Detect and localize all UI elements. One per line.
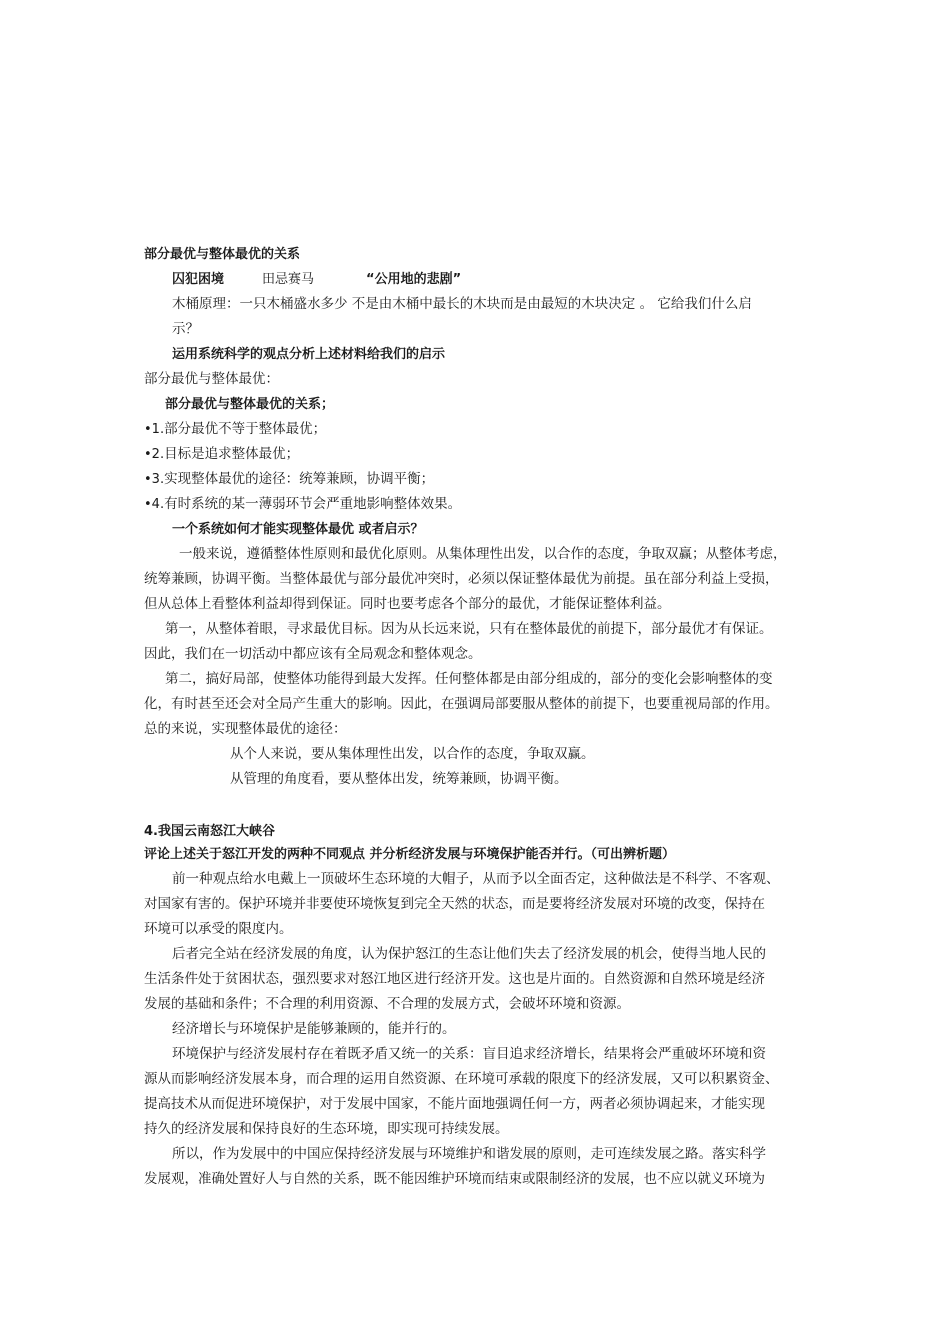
paragraph-line: 一般来说，遵循整体性原则和最优化原则。从集体理性出发，以合作的态度，争取双赢；从整体考虑， [179,546,787,562]
examples-line [172,271,461,288]
barrel-principle-line-2: 示？ [172,321,199,337]
point-item: •3.实现整体最优的途径：统筹兼顾，协调平衡； [144,471,435,487]
answer-heading: 部分最优与整体最优： [144,371,279,387]
question-2: 一个系统如何才能实现整体最优 或者启示？ [172,522,424,537]
paragraph-line: 后者完全站在经济发展的角度，认为保护怒江的生态让他们失去了经济发展的机会，使得当地人民的 [172,946,766,962]
relation-heading: 部分最优与整体最优的关系； [165,397,335,412]
paragraph-line: 发展观，准确处置好人与自然的关系，既不能因维护环境而结束或限制经济的发展，也不应以就义环境为 [144,1171,765,1187]
paragraph-line: 经济增长与环境保护是能够兼顾的，能并行的。 [172,1021,456,1037]
paragraph-line: 统筹兼顾，协调平衡。当整体最优与部分最优冲突时，必须以保证整体最优为前提。虽在部分利益上受损， [144,571,779,587]
paragraph-line: 总的来说，实现整体最优的途径： [144,721,347,737]
paragraph-line: 源从而影响经济发展本身，而合理的运用自然资源、在环境可承载的限度下的经济发展，又可以积累资金、 [144,1071,779,1087]
paragraph-line: 因此，我们在一切活动中都应该有全局观念和整体观念。 [144,646,482,662]
example-tragedy-of-commons: “公用地的悲剧” [366,272,462,287]
paragraph-line: 对国家有害的。保护环境并非要使环境恢复到完全天然的状态，而是要将经济发展对环境的改变，保持在 [144,896,765,912]
section-2-title: 4.我国云南怒江大峡谷 [144,824,275,839]
paragraph-line: 所以，作为发展中的中国应保持经济发展与环境维护和谐发展的原则，走可连续发展之路。落实科学 [172,1146,766,1162]
paragraph-line: 发展的基础和条件；不合理的利用资源、不合理的发展方式，会破坏环境和资源。 [144,996,630,1012]
paragraph-line: 第一，从整体着眼，寻求最优目标。因为从长远来说，只有在整体最优的前提下，部分最优才有保证。 [165,621,773,637]
barrel-principle-line-1: 木桶原理：一只木桶盛水多少 不是由木桶中最长的木块而是由最短的木块决定 。 它给我们什么启 [172,296,752,312]
paragraph-line: 持久的经济发展和保持良好的生态环境，即实现可持续发展。 [144,1121,509,1137]
paragraph-line: 环境可以承受的限度内。 [144,921,293,937]
paragraph-line: 提高技术从而促进环境保护，对于发展中国家，不能片面地强调任何一方，两者必须协调起来，才能实现 [144,1096,765,1112]
paragraph-line: 但从总体上看整体利益却得到保证。同时也要考虑各个部分的最优，才能保证整体利益。 [144,596,671,612]
paragraph-line: 化，有时甚至还会对全局产生重大的影响。因此，在强调局部要服从整体的前提下，也要重视局部的作用。 [144,696,779,712]
paragraph-line: 第二，搞好局部，使整体功能得到最大发挥。任何整体都是由部分组成的，部分的变化会影响整体的变 [165,671,773,687]
section-2-question: 评论上述关于怒江开发的两种不同观点 并分析经济发展与环境保护能否并行。（可出辨析题） [144,847,676,862]
point-item: •4.有时系统的某一薄弱环节会严重地影响整体效果。 [144,496,462,512]
paragraph-line: 前一种观点给水电戴上一顶破坏生态环境的大帽子，从而予以全面否定，这种做法是不科学、不客观、 [172,871,780,887]
point-item: •2.目标是追求整体最优； [144,446,300,462]
path-management: 从管理的角度看，要从整体出发，统筹兼顾，协调平衡。 [230,771,568,787]
example-tianji-horse-race: 田忌赛马 [262,272,315,287]
example-prisoners-dilemma: 囚犯困境 [172,272,225,287]
paragraph-line: 环境保护与经济发展村存在着既矛盾又统一的关系：盲目追求经济增长，结果将会严重破坏环境和资 [172,1046,766,1062]
point-item: •1.部分最优不等于整体最优； [144,421,327,437]
path-individual: 从个人来说，要从集体理性出发，以合作的态度，争取双赢。 [230,746,595,762]
question-line: 运用系统科学的观点分析上述材料给我们的启示 [172,347,446,362]
section-title: 部分最优与整体最优的关系 [144,247,301,262]
paragraph-line: 生活条件处于贫困状态，强烈要求对怒江地区进行经济开发。这也是片面的。自然资源和自然环境是经济 [144,971,765,987]
